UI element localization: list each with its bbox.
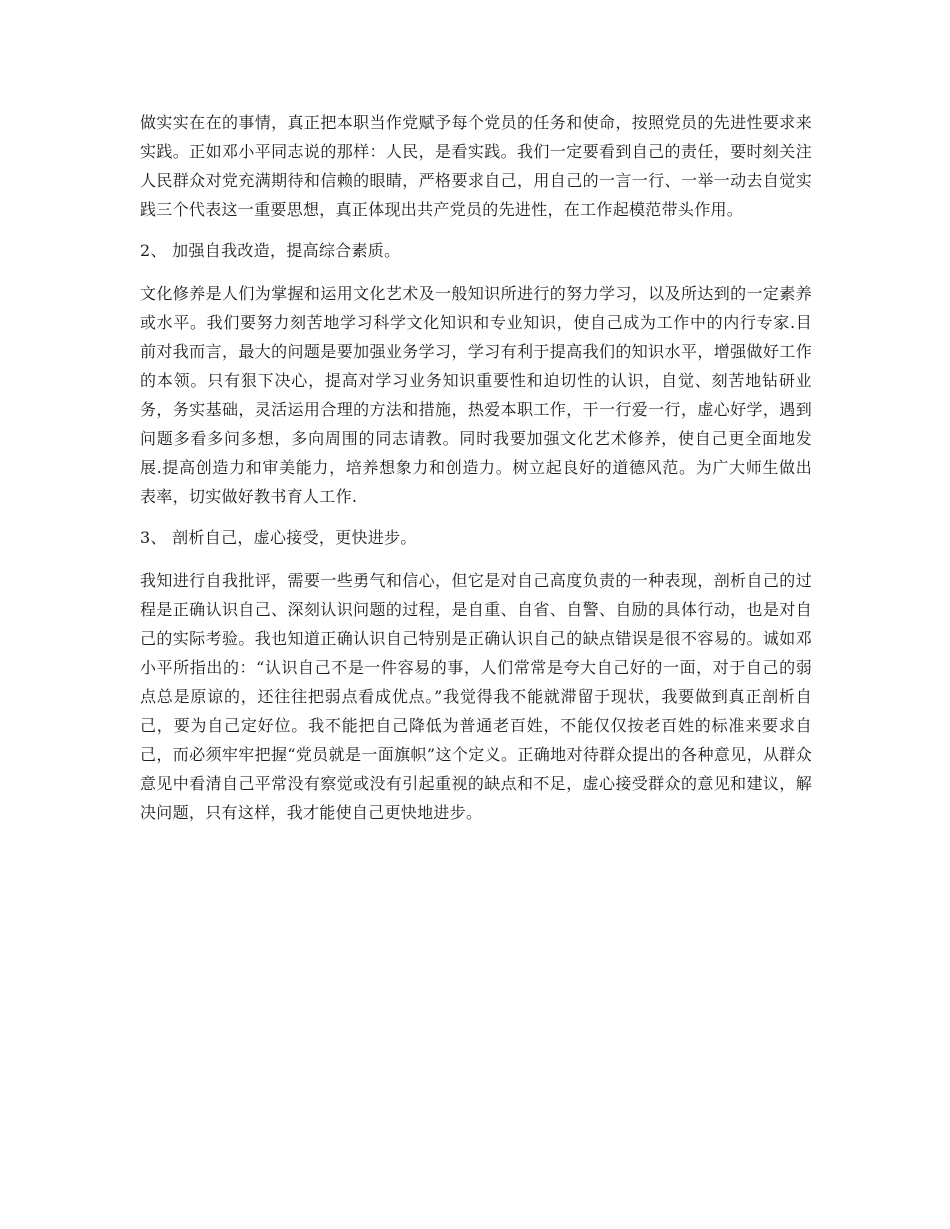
paragraph-spacer	[140, 511, 812, 523]
document-body	[140, 108, 812, 827]
paragraph-self-criticism: 我知进行自我批评，需要一些勇气和信心，但它是对自己高度负责的一种表现，剖析自己的过程是正确认识自己、深刻认识问题的过程，是自重、自省、自警、自励的具体行动，也是对自己的实际考验。我也知道正确认识自己特别是正确认识自己的缺点错误是很不容易的。诚如邓小平所指出的：“认识自己不是一件容易的事，人们常常是夸大自己好的一面，对于自己的弱点总是原谅的，还往往把弱点看成优点。”我觉得我不能就滞留于现状，我要做到真正剖析自己，要为自己定好位。我不能把自己降低为普通老百姓，不能仅仅按老百姓的标准来要求自己，而必须牢牢把握“党员就是一面旗帜”这个定义。正确地对待群众提出的各种意见，从群众意见中看清自己平常没有察觉或没有引起重视的缺点和不足，虚心接受群众的意见和建议，解决问题，只有这样，我才能使自己更快地进步。	[140, 571, 812, 822]
section-heading-2: 2、 加强自我改造，提高综合素质。	[140, 241, 401, 260]
paragraph-practice: 做实实在在的事情，真正把本职当作党赋予每个党员的任务和使命，按照党员的先进性要求来实践。正如邓小平同志说的那样：人民，是看实践。我们一定要看到自己的责任，要时刻关注人民群众对党充满期待和信赖的眼睛，严格要求自己，用自己的一言一行、一举一动去自觉实践三个代表这一重要思想，真正体现出共产党员的先进性，在工作起模范带头作用。	[140, 113, 812, 219]
paragraph-spacer	[140, 224, 812, 236]
heading-spacer	[140, 265, 812, 279]
section-heading-3: 3、 剖析自己，虚心接受，更快进步。	[140, 528, 417, 547]
heading-spacer	[140, 552, 812, 566]
paragraph-cultivation: 文化修养是人们为掌握和运用文化艺术及一般知识所进行的努力学习，以及所达到的一定素养或水平。我们要努力刻苦地学习科学文化知识和专业知识，使自己成为工作中的内行专家.目前对我而言，最大的问题是要加强业务学习，学习有利于提高我们的知识水平，增强做好工作的本领。只有狠下决心，提高对学习业务知识重要性和迫切性的认识，自觉、刻苦地钻研业务，务实基础，灵活运用合理的方法和措施，热爱本职工作，干一行爱一行，虚心好学，遇到问题多看多问多想，多向周围的同志请教。同时我要加强文化艺术修养，使自己更全面地发展.提高创造力和审美能力，培养想象力和创造力。树立起良好的道德风范。为广大师生做出表率，切实做好教书育人工作.	[140, 284, 812, 506]
